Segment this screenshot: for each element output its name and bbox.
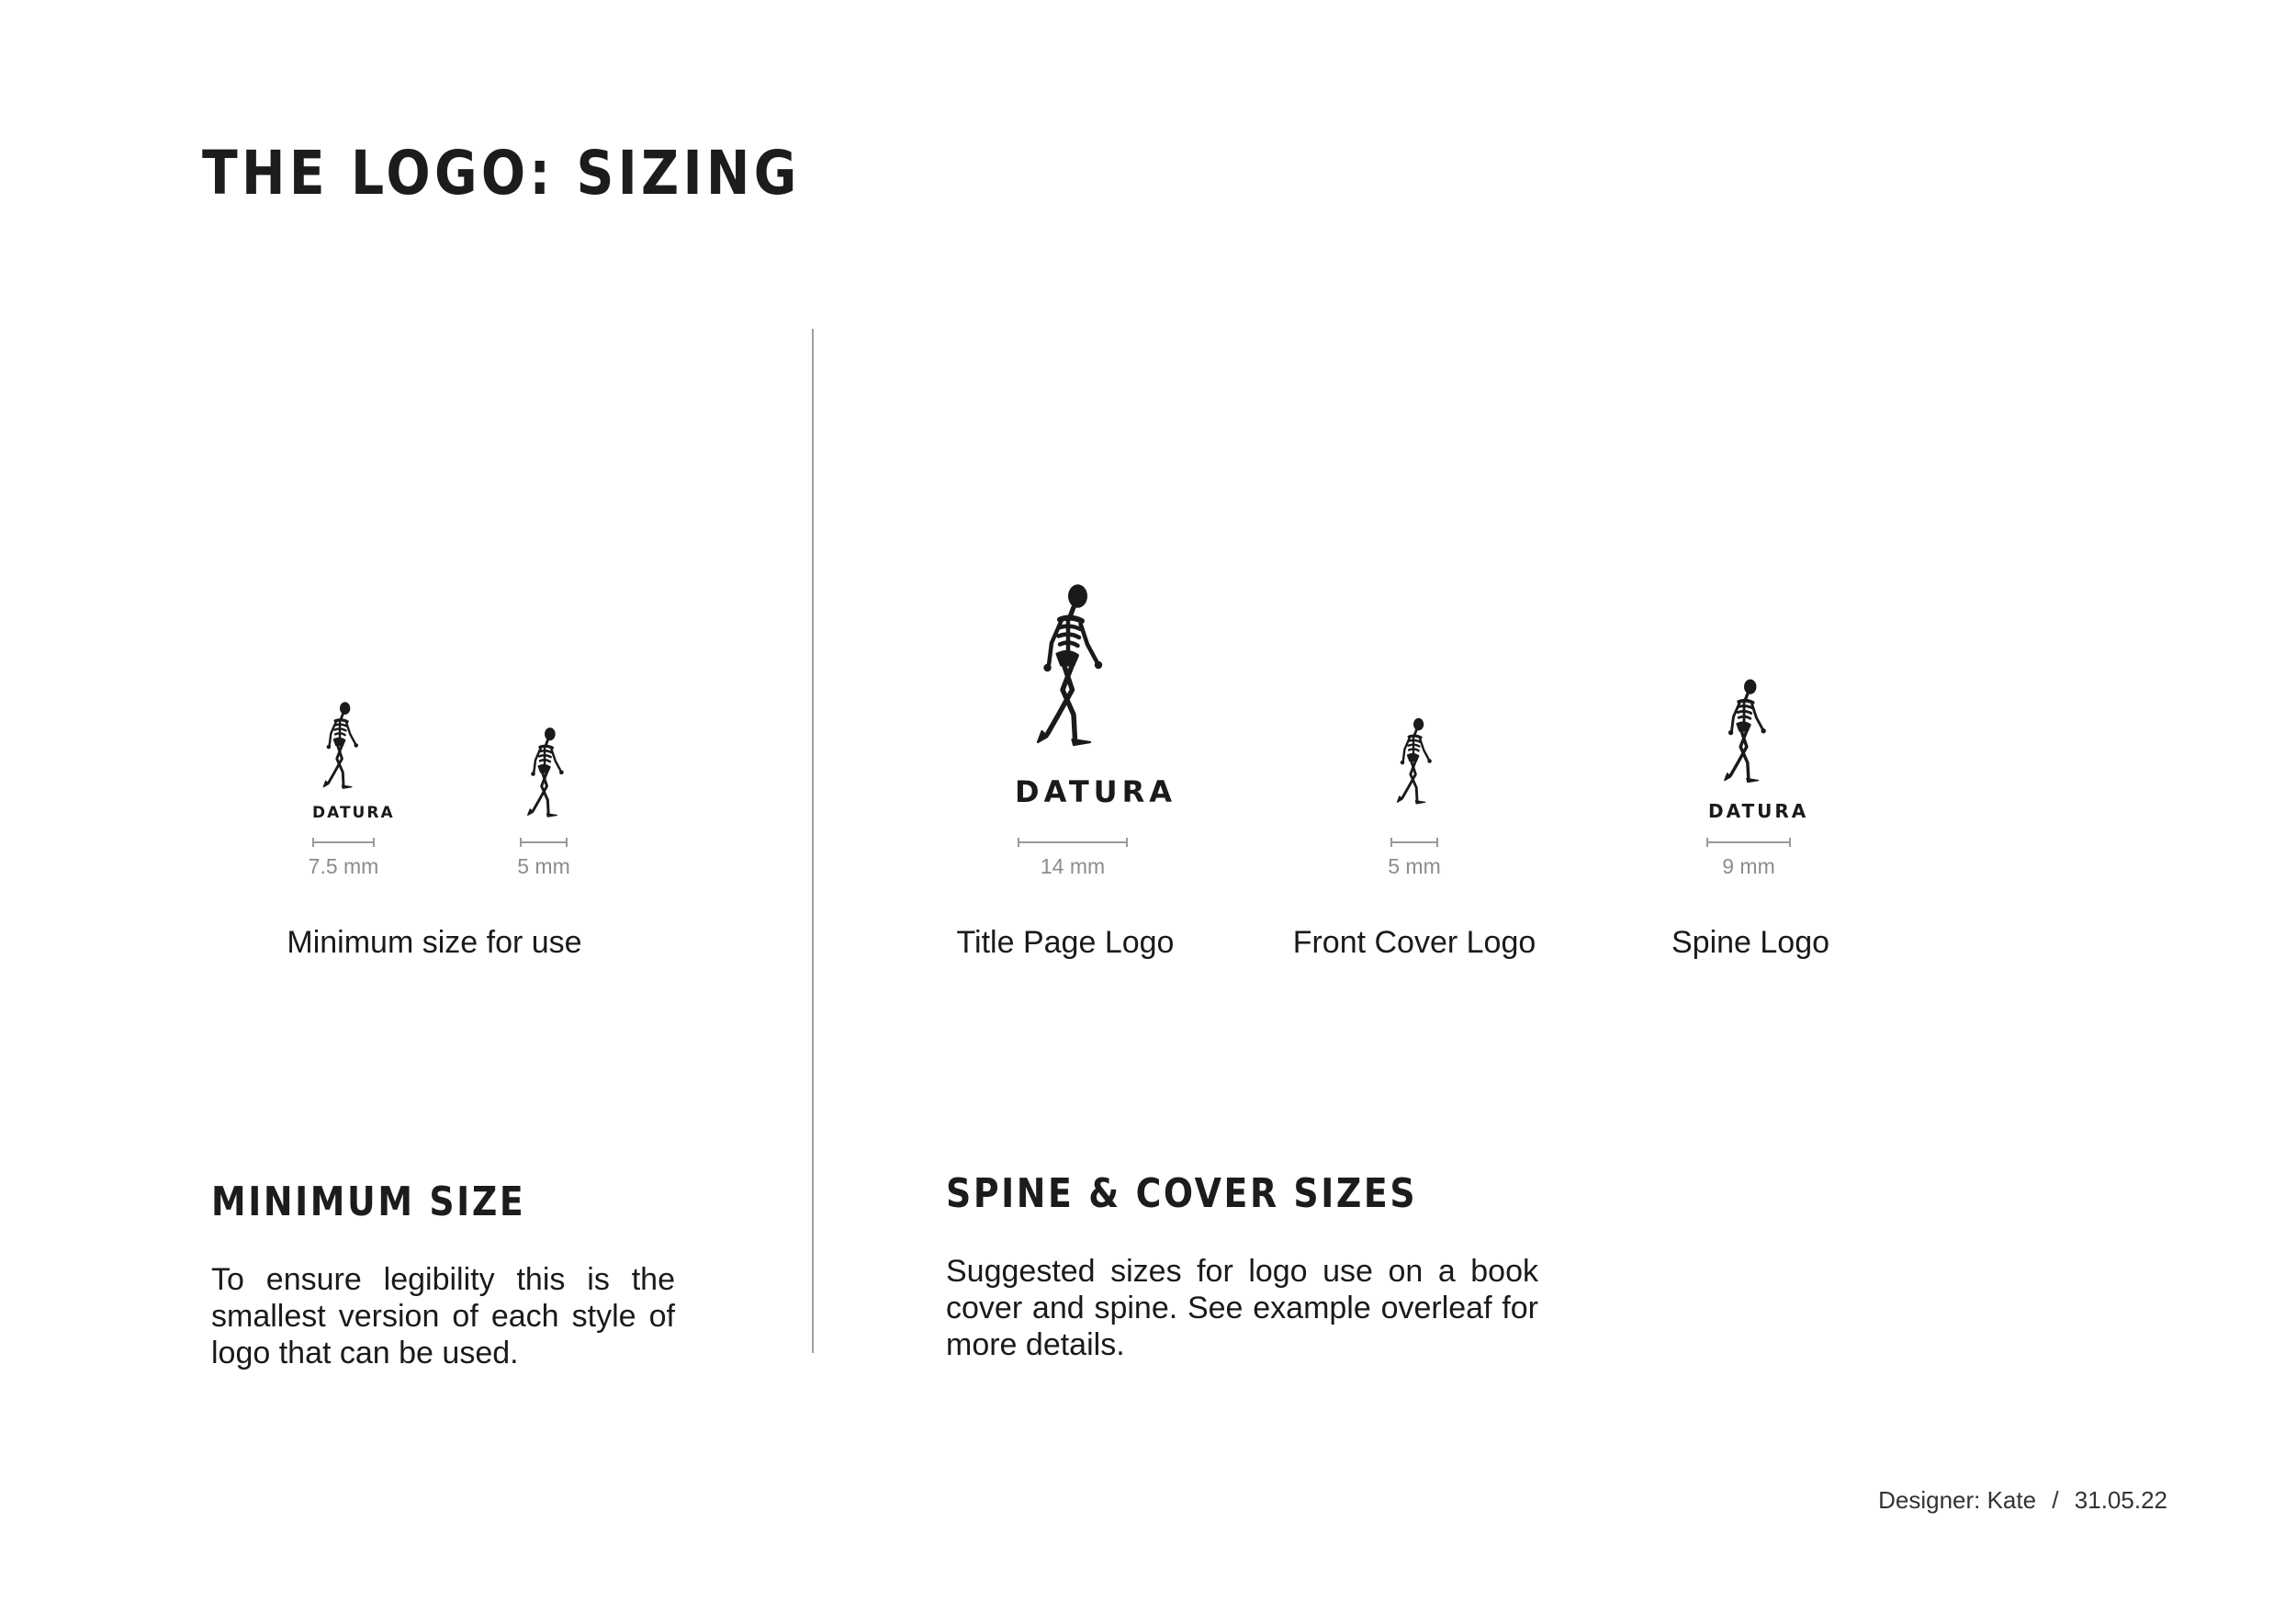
spine-cover-sizes-heading: SPINE & COVER SIZES — [946, 1170, 1418, 1217]
measure-label: 9 mm — [1722, 854, 1775, 878]
footer-separator: / — [2052, 1486, 2059, 1514]
minimum-size-description: To ensure legibility this is the smallest version of each style of logo that can be used. — [211, 1262, 675, 1370]
designer-credit — [1878, 1486, 2167, 1515]
skeleton-logo-icon — [1391, 716, 1435, 813]
measure-rule — [1706, 841, 1791, 843]
skeleton-logo-icon — [522, 726, 568, 827]
measure-label: 5 mm — [517, 854, 570, 878]
logo-wordmark: DATURA — [312, 804, 395, 822]
measure-rule — [1018, 841, 1128, 843]
front-cover-logo-caption: Front Cover Logo — [1292, 925, 1536, 960]
designer-name: Designer: Kate — [1878, 1486, 2037, 1514]
measure-rule — [312, 841, 375, 843]
measure-label: 14 mm — [1040, 854, 1106, 878]
title-page-logo-caption: Title Page Logo — [956, 925, 1175, 960]
logo-wordmark: DATURA — [1015, 774, 1177, 809]
minimum-size-heading: MINIMUM SIZE — [211, 1179, 526, 1225]
measure-label: 5 mm — [1388, 854, 1441, 878]
section-divider — [812, 329, 814, 1353]
logo-wordmark: DATURA — [1708, 800, 1809, 822]
skeleton-logo-icon — [312, 701, 367, 797]
minimum-size-caption: Minimum size for use — [287, 925, 582, 960]
measure-rule — [520, 841, 568, 843]
skeleton-logo-icon — [1027, 581, 1109, 762]
skeleton-logo-icon — [1716, 678, 1773, 793]
measure-rule — [1390, 841, 1438, 843]
measure-label: 7.5 mm — [308, 854, 379, 878]
spine-cover-sizes-description: Suggested sizes for logo use on a book cover and spine. See example overleaf for more details. — [946, 1254, 1538, 1362]
page-title: THE LOGO: SIZING — [202, 138, 801, 209]
design-date: 31.05.22 — [2074, 1486, 2167, 1514]
spine-logo-caption: Spine Logo — [1671, 925, 1830, 960]
